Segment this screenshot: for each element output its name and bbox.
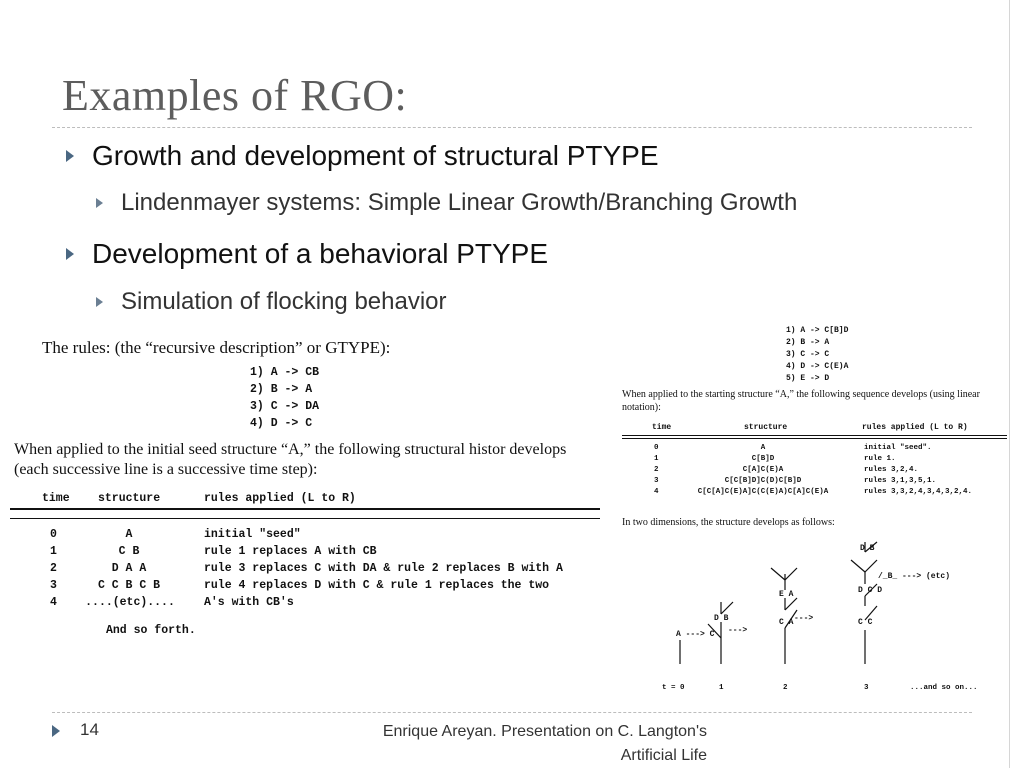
svg-text:E A: E A (779, 590, 794, 599)
table-cell: 1 (50, 545, 57, 558)
bullet-1-text: Growth and development of structural PTYPE (92, 140, 659, 171)
rule-line: 3) C -> C (786, 350, 830, 359)
bullet-1-1-text: Lindenmayer systems: Simple Linear Growth/Branching Growth (121, 189, 798, 216)
footer-triangle-icon (52, 725, 60, 737)
bullet-2-text: Development of a behavioral PTYPE (92, 238, 549, 269)
table-cell: A's with CB's (204, 596, 294, 609)
time-label: 2 (783, 684, 788, 692)
table-cell: 4 (50, 596, 57, 609)
bullet-2 (66, 238, 548, 270)
table-cell: C[C[A]C(E)A]C(C(E)A)C[A]C(E)A (697, 488, 829, 496)
rule-line: 5) E -> D (786, 374, 830, 383)
table-cell: 1 (654, 455, 659, 463)
table-cell: C[A]C(E)A (742, 466, 784, 474)
table-rule (622, 438, 1007, 439)
table-cell: 0 (654, 444, 659, 452)
footer-line-2: Artificial Life (620, 747, 707, 764)
col-header-structure: structure (98, 492, 161, 505)
table-cell: 2 (50, 562, 57, 575)
bullet-2-1-text: Simulation of flocking behavior (121, 288, 447, 315)
and-so-forth-text: And so forth. (106, 624, 196, 637)
svg-text:D B: D B (714, 614, 729, 623)
bullet-2-1 (96, 288, 447, 316)
table-cell: C B (118, 545, 140, 558)
sub-bullet-triangle-icon (96, 198, 103, 208)
rule-line: 4) D -> C (250, 417, 313, 430)
svg-text:D B: D B (860, 544, 875, 553)
rule-line: 2) B -> A (786, 338, 830, 347)
linear-growth-figure (10, 330, 610, 660)
col-header-rules: rules applied (L to R) (204, 492, 356, 505)
table-cell: rule 1 replaces A with CB (204, 545, 377, 558)
table-cell: C[B]D (751, 455, 775, 463)
two-dimensions-text: In two dimensions, the structure develops as follows: (622, 517, 835, 528)
time-label: 1 (719, 684, 724, 692)
table-cell: D A A (111, 562, 147, 575)
svg-text:--->: ---> (728, 626, 748, 635)
table-rule (622, 435, 1007, 436)
table-cell: initial "seed" (204, 528, 301, 541)
rule-line: 2) B -> A (250, 383, 313, 396)
rule-line: 4) D -> C(E)A (786, 362, 849, 371)
bullet-triangle-icon (66, 150, 74, 162)
svg-text:C C: C C (858, 618, 873, 627)
table-cell: rules 3,1,3,5,1. (864, 477, 937, 485)
footer-line-1: Enrique Areyan. Presentation on C. Langton's (382, 723, 707, 740)
table-cell: 2 (654, 466, 659, 474)
footer-credit (300, 720, 707, 768)
svg-text:/_B_ ---> (etc): /_B_ ---> (etc) (878, 572, 951, 581)
time-label: 3 (864, 684, 869, 692)
table-cell: rules 3,3,2,4,3,4,3,2,4. (864, 488, 973, 496)
slide-title: Examples of RGO: (62, 71, 408, 120)
table-cell: C[C[B]D]C(D)C[B]D (724, 477, 802, 485)
page-number: 14 (80, 720, 99, 739)
footer-bullet (52, 724, 60, 742)
when-applied-text: When applied to the starting structure “A,” the following sequence develops (using linear notation): (622, 389, 980, 413)
svg-text:--->: ---> (794, 614, 814, 623)
table-cell: A (125, 528, 133, 541)
when-applied-text: When applied to the initial seed structure “A,” the following structural histor develops (each successive line is a successive time step): (14, 441, 567, 478)
bullet-triangle-icon (66, 248, 74, 260)
branching-tree-diagram (658, 540, 998, 670)
table-cell: ....(etc).... (85, 596, 175, 609)
table-rule (10, 508, 600, 510)
table-cell: 4 (654, 488, 659, 496)
svg-text:D C D: D C D (858, 586, 883, 595)
rules-intro: The rules: (the “recursive description” or GTYPE): (42, 338, 391, 357)
sub-bullet-triangle-icon (96, 297, 103, 307)
col-header-structure: structure (744, 423, 788, 432)
col-header-rules: rules applied (L to R) (862, 423, 968, 432)
table-cell: 3 (50, 579, 57, 592)
table-cell: rule 3 replaces C with DA & rule 2 replaces B with A (204, 562, 563, 575)
col-header-time: time (42, 492, 70, 505)
svg-text:A ---> C: A ---> C (676, 630, 715, 639)
time-label: ...and so on... (910, 684, 978, 692)
rule-line: 1) A -> C[B]D (786, 326, 849, 335)
svg-text:C A: C A (779, 618, 794, 627)
table-cell: rules 3,2,4. (864, 466, 919, 474)
table-rule (10, 518, 600, 519)
rule-line: 3) C -> DA (250, 400, 320, 413)
bullet-1 (66, 140, 659, 172)
footer-divider (52, 712, 972, 713)
bullet-1-1 (96, 189, 797, 217)
title-divider (52, 127, 972, 128)
col-header-time: time (652, 423, 672, 432)
table-cell: initial "seed". (864, 444, 932, 452)
table-cell: A (760, 444, 766, 452)
branching-growth-figure (618, 292, 1010, 710)
rule-line: 1) A -> CB (250, 366, 320, 379)
table-cell: rule 1. (864, 455, 896, 463)
table-cell: 0 (50, 528, 57, 541)
table-cell: C C B C B (97, 579, 161, 592)
time-label: t = 0 (662, 684, 685, 692)
table-cell: 3 (654, 477, 659, 485)
table-cell: rule 4 replaces D with C & rule 1 replaces the two (204, 579, 550, 592)
